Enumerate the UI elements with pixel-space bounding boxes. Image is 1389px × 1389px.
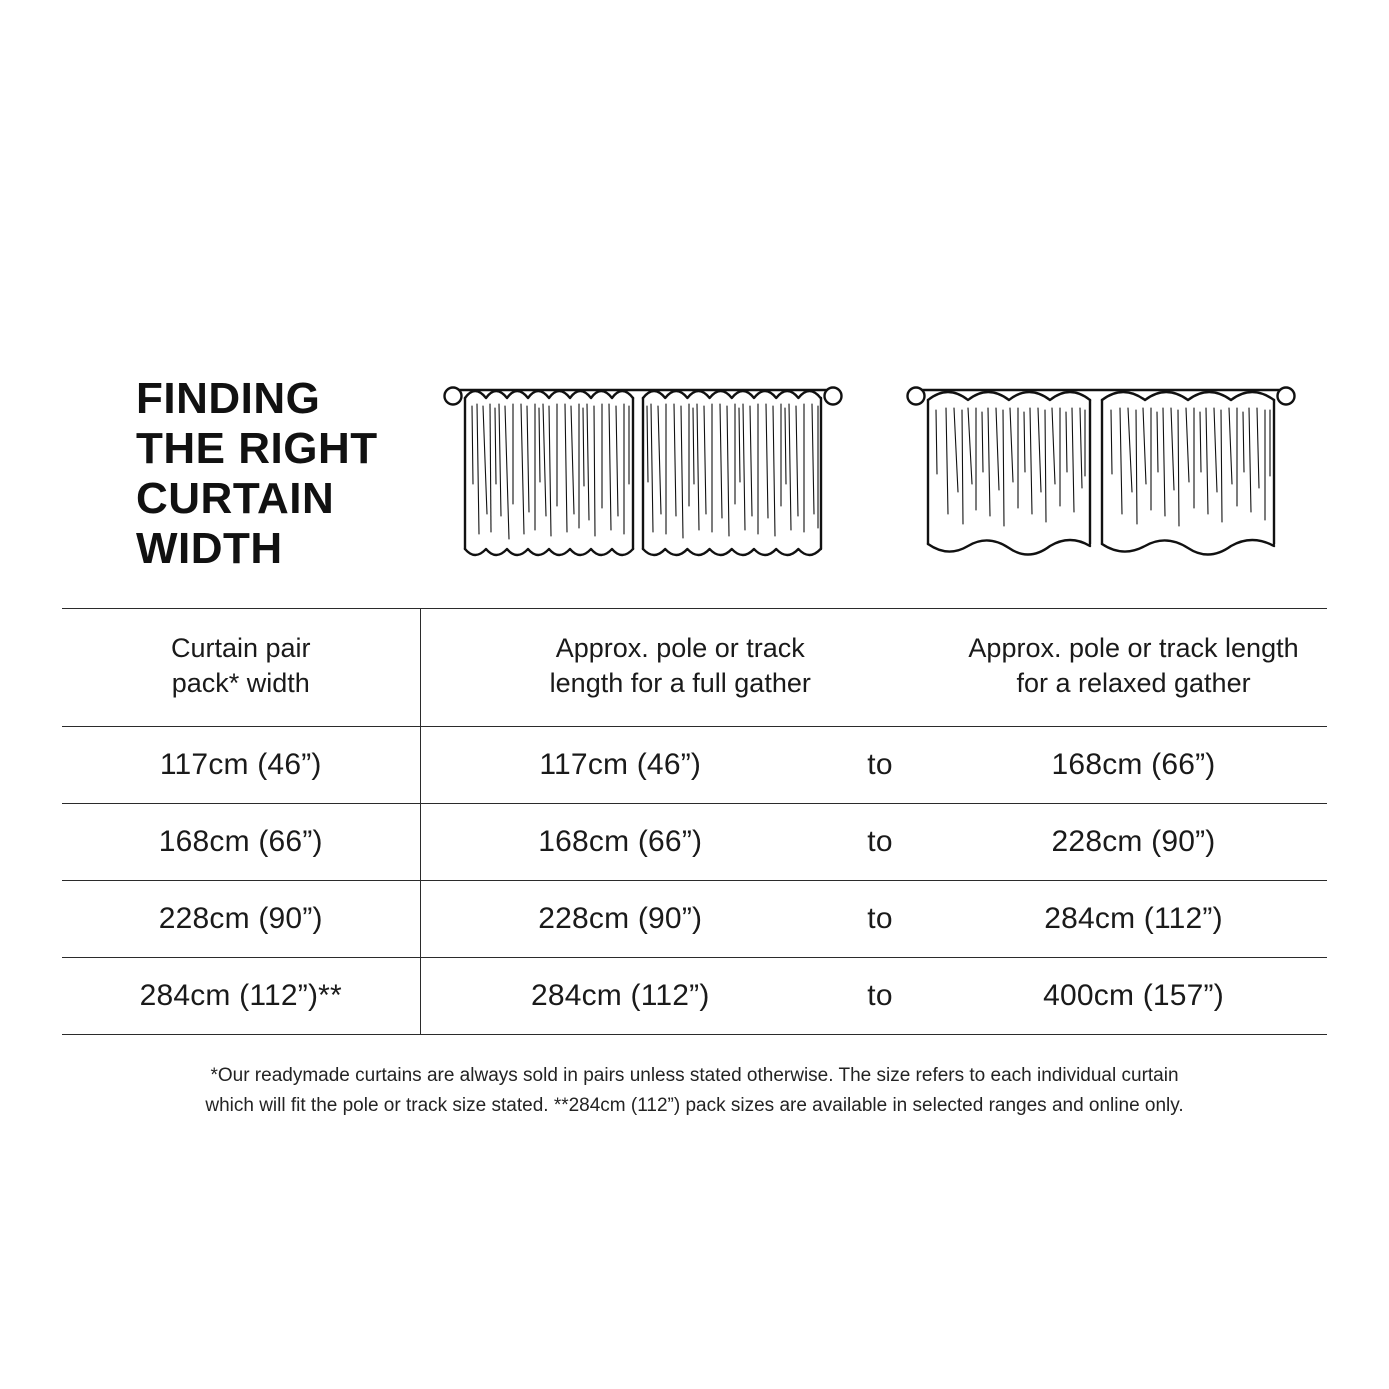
cell-pack-width: 168cm (66”) — [62, 804, 420, 881]
curtain-width-table — [62, 608, 1327, 1035]
cell-relaxed-gather: 168cm (66”) — [940, 727, 1327, 804]
cell-relaxed-gather: 284cm (112”) — [940, 881, 1327, 958]
column-header-pack-width — [62, 609, 420, 727]
footnote — [120, 1061, 1270, 1120]
cell-full-gather: 284cm (112”) — [420, 958, 820, 1035]
column-header-relaxed-gather-line-2: for a relaxed gather — [1016, 667, 1251, 698]
cell-pack-width: 228cm (90”) — [62, 881, 420, 958]
column-header-full-gather — [420, 609, 940, 727]
page-title-line-3: CURTAIN — [136, 474, 335, 524]
cell-relaxed-gather: 400cm (157”) — [940, 958, 1327, 1035]
full-gather-curtain-illustration — [443, 364, 843, 579]
column-header-pack-width-line-1: Curtain pair — [170, 633, 311, 663]
cell-full-gather: 168cm (66”) — [420, 804, 820, 881]
column-header-full-gather-line-1: Approx. pole or track — [555, 633, 805, 663]
cell-to: to — [820, 958, 940, 1035]
cell-pack-width: 284cm (112”)** — [62, 958, 420, 1035]
column-header-relaxed-gather-line-1: Approx. pole or track length — [968, 633, 1299, 663]
cell-full-gather: 117cm (46”) — [420, 727, 820, 804]
page-title-line-1: FINDING — [136, 374, 321, 423]
page-title — [62, 360, 412, 575]
column-header-pack-width-line-2: pack* width — [171, 667, 310, 698]
cell-relaxed-gather: 228cm (90”) — [940, 804, 1327, 881]
relaxed-gather-curtain-illustration — [906, 364, 1296, 579]
cell-to: to — [820, 881, 940, 958]
diagram-content — [62, 360, 1327, 1120]
table-header-row — [62, 609, 1327, 727]
cell-to: to — [820, 804, 940, 881]
table-row — [62, 727, 1327, 804]
footnote-line-2: which will fit the pole or track size stated. **284cm (112”) pack sizes are available in selected ranges and online only. — [205, 1094, 1184, 1116]
cell-full-gather: 228cm (90”) — [420, 881, 820, 958]
column-header-relaxed-gather — [940, 609, 1327, 727]
column-header-full-gather-line-2: length for a full gather — [549, 667, 811, 698]
table-row — [62, 958, 1327, 1035]
page-title-line-2: THE RIGHT — [136, 424, 378, 474]
table-row — [62, 804, 1327, 881]
footnote-line-1: *Our readymade curtains are always sold in pairs unless stated otherwise. The size refers to each individual curtain — [210, 1065, 1179, 1087]
table-row — [62, 881, 1327, 958]
cell-pack-width: 117cm (46”) — [62, 727, 420, 804]
illustration-group — [412, 360, 1327, 579]
page-title-line-4: WIDTH — [136, 524, 283, 574]
header-row — [62, 360, 1327, 608]
cell-to: to — [820, 727, 940, 804]
